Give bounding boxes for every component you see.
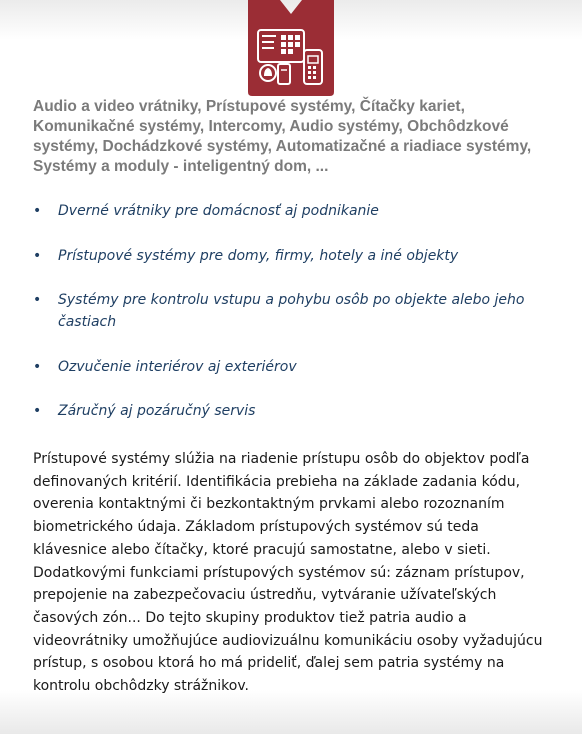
description-paragraph: Prístupové systémy slúžia na riadenie prístupu osôb do objektov podľa definovaných kritérií. Identifikácia prebieha na základe zadania kódu, overenia kontaktnými či bezkontaktným prvkami alebo rozoznaním biometrického údaja. Základom prístupových systémov sú teda klávesnice alebo čítačky, ktoré pracujú samostatne, alebo v sieti. Dodatkovými funkciami prístupových systémov sú: záznam prístupov, prepojenie na zabezpečovaciu ústredňu, vytváranie užívateľských časových zón... Do tejto skupiny produktov tiež patria audio a videovrátniky umožňujúce audiovizuálnu komunikáciu osoby vyžadujúcu prístup, s osobou ktorá ho má prideliť, ďalej sem patria systémy na kontrolu obchôdzky strážnikov.: [33, 451, 543, 695]
list-item-text: Prístupové systémy pre domy, firmy, hotely a iné objekty: [58, 247, 459, 264]
list-item: [33, 356, 553, 378]
bullet-marker: •: [33, 203, 42, 219]
list-item: [33, 245, 553, 267]
list-item-text: Záručný aj pozáručný servis: [58, 403, 256, 419]
list-item: [33, 400, 553, 422]
bullet-marker: •: [33, 358, 42, 375]
list-item-text: Ozvučenie interiérov aj exteriérov: [58, 358, 297, 375]
list-item: [33, 289, 553, 333]
list-item: [33, 200, 553, 222]
bullet-marker: •: [33, 247, 42, 264]
bullet-marker: •: [33, 403, 42, 419]
page-heading: Audio a video vrátniky, Prístupové systémy, Čítačky kariet, Komunikačné systémy, Intercomy, Audio systémy, Obchôdzkové systémy, Dochádzkové systémy, Automatizačné a riadiace systémy, Systémy a moduly - inteligentný dom, ...: [33, 98, 532, 175]
bullet-marker: •: [33, 292, 42, 308]
list-item-text: Dverné vrátniky pre domácnosť aj podnikanie: [58, 203, 379, 219]
security-devices-icon: [248, 0, 334, 96]
service-list: [33, 200, 553, 445]
list-item-text: Systémy pre kontrolu vstupu a pohybu osôb po objekte alebo jeho častiach: [58, 292, 525, 330]
